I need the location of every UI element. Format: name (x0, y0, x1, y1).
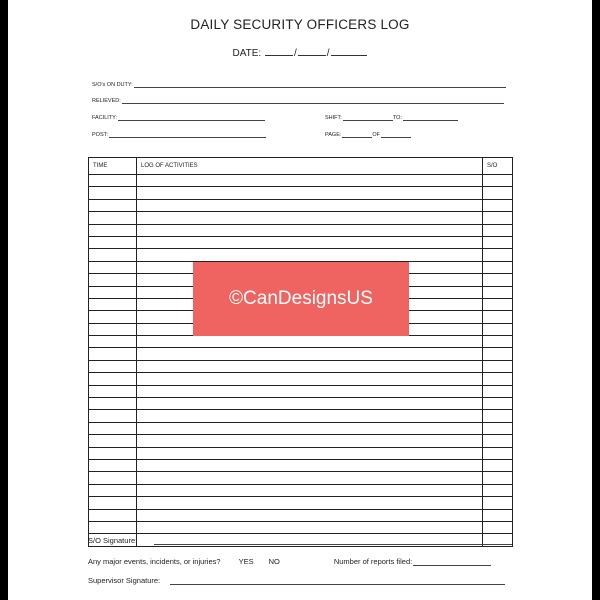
activity-cell[interactable] (137, 249, 483, 261)
so-cell[interactable] (483, 472, 513, 484)
time-cell[interactable] (89, 497, 137, 509)
time-cell[interactable] (89, 175, 137, 187)
time-cell[interactable] (89, 360, 137, 372)
so-signature-line[interactable] (154, 536, 512, 545)
so-signature-label: S/O Signature: (88, 536, 138, 545)
time-cell[interactable] (89, 422, 137, 434)
activity-cell[interactable] (137, 373, 483, 385)
activity-cell[interactable] (137, 447, 483, 459)
time-cell[interactable] (89, 410, 137, 422)
to-label: TO: (392, 115, 402, 121)
time-cell[interactable] (89, 311, 137, 323)
on-duty-label: S/O's ON DUTY: (92, 82, 133, 88)
activity-cell[interactable] (137, 236, 483, 248)
page-line[interactable] (342, 131, 372, 138)
table-row (89, 373, 513, 385)
so-cell[interactable] (483, 323, 513, 335)
time-cell[interactable] (89, 447, 137, 459)
activity-cell[interactable] (137, 521, 483, 533)
table-row (89, 422, 513, 434)
time-cell[interactable] (89, 212, 137, 224)
time-cell[interactable] (89, 199, 137, 211)
time-cell[interactable] (89, 521, 137, 533)
date-day-blank[interactable] (298, 46, 326, 56)
of-label: OF (372, 132, 381, 138)
date-sep-2: / (326, 48, 330, 59)
time-cell[interactable] (89, 509, 137, 521)
activity-cell[interactable] (137, 360, 483, 372)
so-cell[interactable] (483, 484, 513, 496)
table-row (89, 212, 513, 224)
so-cell[interactable] (483, 311, 513, 323)
time-cell[interactable] (89, 261, 137, 273)
time-cell[interactable] (89, 336, 137, 348)
facility-line[interactable] (118, 114, 265, 121)
no-option[interactable]: NO (268, 557, 280, 566)
shift-field (325, 114, 458, 121)
watermark: ©CanDesignsUS (193, 262, 409, 336)
page-field (325, 131, 411, 138)
table-row (89, 175, 513, 187)
so-cell[interactable] (483, 212, 513, 224)
activity-cell[interactable] (137, 187, 483, 199)
table-row (89, 236, 513, 248)
on-duty-field (92, 81, 506, 88)
activity-cell[interactable] (137, 348, 483, 360)
time-cell[interactable] (89, 298, 137, 310)
activity-cell[interactable] (137, 175, 483, 187)
time-cell[interactable] (89, 187, 137, 199)
incidents-question: Any major events, incidents, or injuries? (88, 557, 221, 566)
table-row (89, 398, 513, 410)
table-row (89, 459, 513, 471)
so-cell[interactable] (483, 336, 513, 348)
activity-cell[interactable] (137, 459, 483, 471)
table-row (89, 336, 513, 348)
activity-cell[interactable] (137, 484, 483, 496)
so-cell[interactable] (483, 224, 513, 236)
table-row (89, 497, 513, 509)
time-cell[interactable] (89, 323, 137, 335)
incidents-question-row (88, 557, 491, 566)
so-cell[interactable] (483, 348, 513, 360)
so-cell[interactable] (483, 459, 513, 471)
activity-cell[interactable] (137, 199, 483, 211)
so-cell[interactable] (483, 261, 513, 273)
table-row (89, 199, 513, 211)
activity-cell[interactable] (137, 497, 483, 509)
table-row (89, 187, 513, 199)
post-label: POST: (92, 132, 108, 138)
so-cell[interactable] (483, 398, 513, 410)
date-sep-1: / (293, 48, 297, 59)
activity-cell[interactable] (137, 224, 483, 236)
time-cell[interactable] (89, 398, 137, 410)
time-cell[interactable] (89, 286, 137, 298)
table-row (89, 484, 513, 496)
document-page (8, 0, 592, 600)
activity-cell[interactable] (137, 212, 483, 224)
time-header: TIME (89, 158, 137, 175)
activity-cell[interactable] (137, 422, 483, 434)
relieved-label: RELIEVED: (92, 98, 121, 104)
yes-option[interactable]: YES (238, 557, 254, 566)
time-cell[interactable] (89, 385, 137, 397)
table-row (89, 249, 513, 261)
time-cell[interactable] (89, 274, 137, 286)
so-cell[interactable] (483, 385, 513, 397)
supervisor-signature-field (88, 576, 505, 585)
table-row (89, 447, 513, 459)
so-signature-field (88, 536, 512, 545)
so-cell[interactable] (483, 521, 513, 533)
activity-cell[interactable] (137, 509, 483, 521)
table-row (89, 435, 513, 447)
so-cell[interactable] (483, 410, 513, 422)
time-cell[interactable] (89, 373, 137, 385)
of-line[interactable] (381, 131, 411, 138)
page-label: PAGE: (325, 132, 342, 138)
so-cell[interactable] (483, 187, 513, 199)
date-month-blank[interactable] (265, 46, 293, 56)
activity-cell[interactable] (137, 435, 483, 447)
so-cell[interactable] (483, 298, 513, 310)
activities-header: LOG OF ACTIVITIES (137, 158, 483, 175)
activity-cell[interactable] (137, 398, 483, 410)
time-cell[interactable] (89, 484, 137, 496)
table-row (89, 385, 513, 397)
activity-cell[interactable] (137, 472, 483, 484)
time-cell[interactable] (89, 348, 137, 360)
so-cell[interactable] (483, 236, 513, 248)
table-row (89, 360, 513, 372)
so-cell[interactable] (483, 422, 513, 434)
table-row (89, 509, 513, 521)
time-cell[interactable] (89, 249, 137, 261)
table-row (89, 472, 513, 484)
on-duty-line[interactable] (134, 81, 506, 88)
date-label: DATE: (232, 48, 262, 59)
so-cell[interactable] (483, 360, 513, 372)
activity-cell[interactable] (137, 385, 483, 397)
supervisor-signature-line[interactable] (170, 576, 505, 585)
so-cell[interactable] (483, 497, 513, 509)
so-cell[interactable] (483, 274, 513, 286)
reports-line[interactable] (413, 557, 491, 566)
reports-label: Number of reports filed: (333, 557, 413, 566)
so-cell[interactable] (483, 175, 513, 187)
so-cell[interactable] (483, 447, 513, 459)
activity-cell[interactable] (137, 336, 483, 348)
table-header-row (89, 158, 513, 175)
table-row (89, 348, 513, 360)
time-cell[interactable] (89, 236, 137, 248)
date-field (8, 46, 592, 59)
to-line[interactable] (403, 114, 458, 121)
relieved-line[interactable] (122, 97, 504, 104)
so-cell[interactable] (483, 373, 513, 385)
time-cell[interactable] (89, 459, 137, 471)
facility-label: FACILITY: (92, 115, 118, 121)
shift-label: SHIFT: (325, 115, 342, 121)
so-cell[interactable] (483, 435, 513, 447)
so-cell[interactable] (483, 249, 513, 261)
table-body (89, 175, 513, 547)
activity-cell[interactable] (137, 410, 483, 422)
table-row (89, 224, 513, 236)
so-header: S/O (483, 158, 513, 175)
date-year-blank[interactable] (331, 46, 367, 56)
table-row (89, 410, 513, 422)
relieved-field (92, 97, 504, 104)
so-cell[interactable] (483, 286, 513, 298)
so-cell[interactable] (483, 509, 513, 521)
post-line[interactable] (109, 131, 266, 138)
page-title: DAILY SECURITY OFFICERS LOG (190, 17, 410, 32)
shift-line[interactable] (343, 114, 393, 121)
supervisor-signature-label: Supervisor Signature: (88, 576, 161, 585)
post-field (92, 131, 266, 138)
table-row (89, 521, 513, 533)
so-cell[interactable] (483, 199, 513, 211)
time-cell[interactable] (89, 435, 137, 447)
facility-field (92, 114, 265, 121)
time-cell[interactable] (89, 224, 137, 236)
activity-log-table (88, 157, 513, 547)
time-cell[interactable] (89, 472, 137, 484)
